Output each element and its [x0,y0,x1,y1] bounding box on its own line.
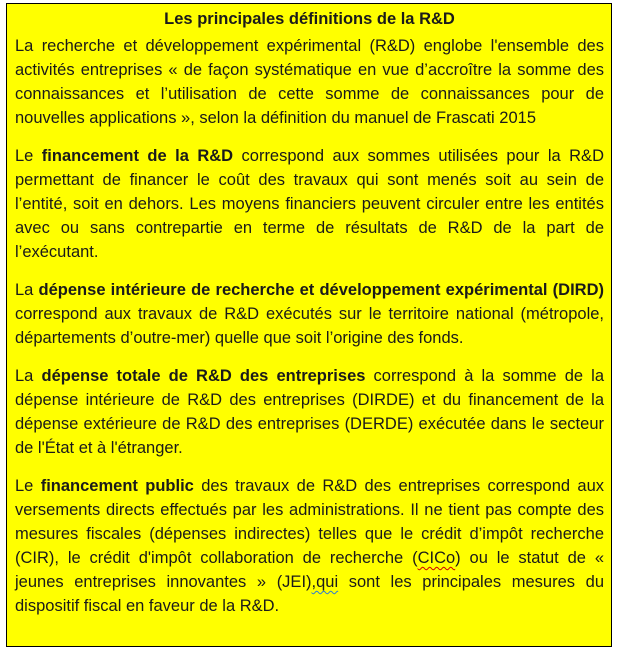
defined-term: dépense intérieure de recherche et développement expérimental (DIRD) [38,281,604,299]
paragraph-prefix: Le [15,477,41,495]
paragraph-rd-definition [15,34,604,130]
paragraph-dird [15,278,604,350]
paragraph-text: correspond à la somme de la dépense intérieure de R&D des entreprises (DIRDE) et du financement de la dépense extérieure de R&D des entreprises (DERDE) exécutée dans le secteur de l'État et à l'étranger. [15,367,605,457]
definitions-box [6,3,612,647]
paragraph-text: des travaux de R&D des entreprises correspond aux versements directs effectués par les administrations. Il ne tient pas compte des mesures fiscales (dépenses indirectes) telles que le crédit d’impôt recherche (CIR), le crédit d'impôt collaboration de recherche ( [15,477,605,567]
paragraph-prefix: Le [15,147,42,165]
paragraph-financement-public [15,474,604,618]
paragraph-text: ) ou le statut de « jeunes entreprises innovantes » (JEI) [15,549,604,591]
paragraph-depense-totale [15,364,604,460]
paragraph-text: La recherche et développement expérimental (R&D) englobe l'ensemble des activités entreprises « de façon systématique en vue d’accroître la somme des connaissances et l’utilisation de cette somme de connaissances pour de nouvelles applications », selon la définition du manuel de Frascati 2015 [15,37,604,127]
paragraph-prefix: La [15,367,42,385]
paragraph-text: correspond aux sommes utilisées pour la R&D permettant de financer le coût des travaux qui sont menés soit au sein de l’entité, soit en dehors. Les moyens financiers peuvent circuler entre les entités avec ou sans contrepartie en terme de résultats de R&D de la part de l’exécutant. [15,147,604,261]
paragraph-prefix: La [15,281,39,299]
paragraph-financement-rd [15,144,604,264]
box-title: Les principales définitions de la R&D [164,10,455,28]
paragraph-text: sont les principales mesures du dispositif fiscal en faveur de la R&D. [15,573,604,615]
defined-term: dépense totale de R&D des entreprises [41,367,366,385]
defined-term: financement de la R&D [41,147,234,165]
defined-term: financement public [40,477,194,495]
grammar-flagged-word: ,qui [311,573,339,591]
spellcheck-flagged-word: CICo [417,549,456,567]
paragraph-text: correspond aux travaux de R&D exécutés sur le territoire national (métropole, départements d’outre-mer) quelle que soit l’origine des fonds. [15,305,604,347]
